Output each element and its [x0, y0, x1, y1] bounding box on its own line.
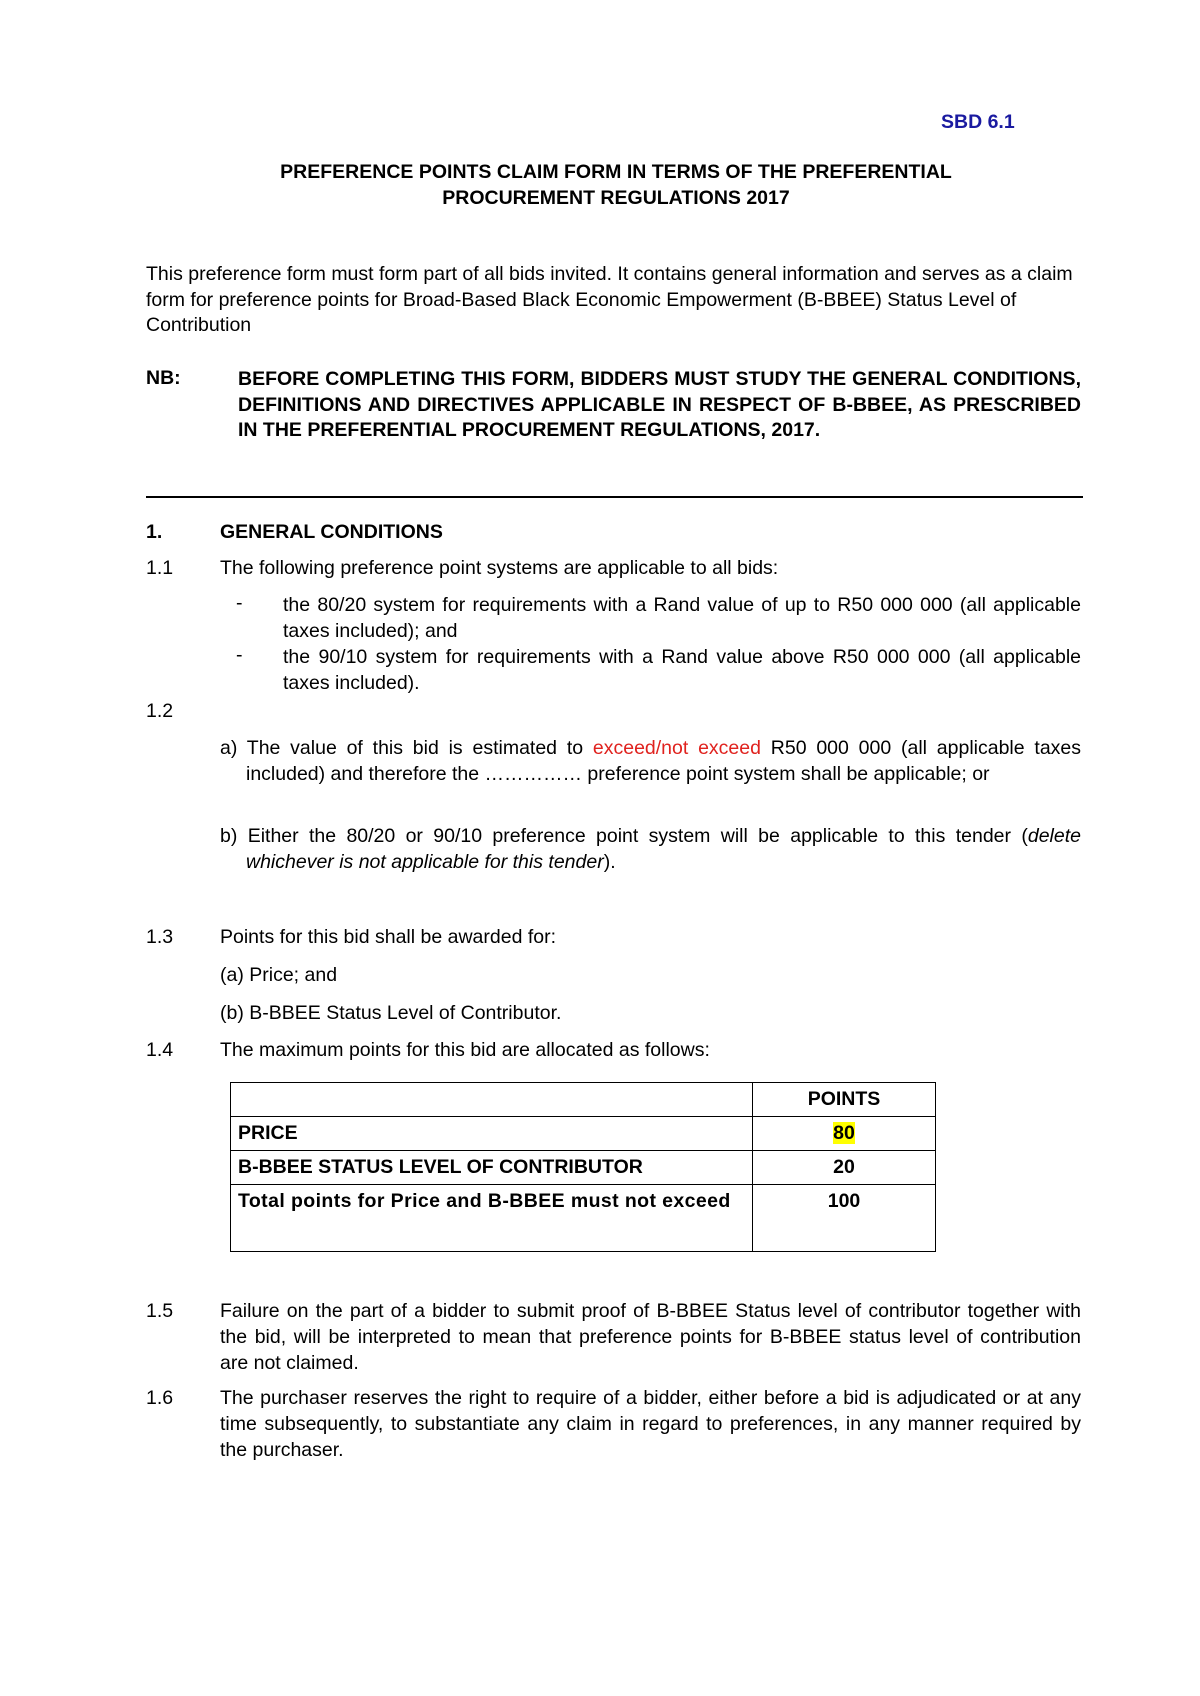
- bullet-dash: -: [236, 644, 243, 666]
- clause-number-1-1: 1.1: [146, 557, 174, 579]
- points-column-header: POINTS: [753, 1083, 936, 1117]
- table-header-row: [231, 1083, 936, 1117]
- clause-number-1-3: 1.3: [146, 926, 174, 948]
- bbbee-points-value: 20: [753, 1151, 936, 1185]
- table-row: [231, 1151, 936, 1185]
- bullet-dash: -: [236, 592, 243, 614]
- clause-1-6-text: The purchaser reserves the right to require of a bidder, either before a bid is adjudicated or at any time subsequently, to substantiate any claim in regard to preferences, in any manner required by the purchaser.: [220, 1387, 1081, 1461]
- clause-1-2-a-pre: a) The value of this bid is estimated to: [220, 737, 593, 759]
- points-table: [230, 1082, 936, 1252]
- clause-number-1-5: 1.5: [146, 1300, 174, 1322]
- clause-number-1-4: 1.4: [146, 1039, 174, 1061]
- nb-notice: BEFORE COMPLETING THIS FORM, BIDDERS MUST STUDY THE GENERAL CONDITIONS, DEFINITIONS AND DIRECTIVES APPLICABLE IN RESPECT OF B-BBEE, AS PRESCRIBED IN THE PREFERENTIAL PROCUREMENT REGULATIONS, 2017.: [238, 368, 1081, 441]
- form-title-line1: PREFERENCE POINTS CLAIM FORM IN TERMS OF THE PREFERENTIAL: [280, 161, 952, 183]
- price-points-value: 80: [833, 1122, 855, 1144]
- bullet-80-20-system: the 80/20 system for requirements with a Rand value of up to R50 000 000 (all applicable taxes included); and: [283, 594, 1081, 642]
- clause-1-3-text: Points for this bid shall be awarded for:: [220, 926, 557, 948]
- table-row: [231, 1185, 936, 1252]
- clause-number-1-2: 1.2: [146, 700, 174, 722]
- section-number: 1.: [146, 521, 163, 543]
- section-heading: GENERAL CONDITIONS: [220, 521, 443, 543]
- bullet-90-10-system: the 90/10 system for requirements with a Rand value above R50 000 000 (all applicable taxes included).: [283, 646, 1081, 694]
- form-code: SBD 6.1: [941, 111, 1015, 133]
- table-row: [231, 1117, 936, 1151]
- exceed-not-exceed-text: exceed/not exceed: [592, 737, 761, 759]
- clause-1-2-b-italic: delete whichever is not applicable for this tender: [246, 825, 1081, 873]
- bbbee-label: B-BBEE STATUS LEVEL OF CONTRIBUTOR: [231, 1151, 753, 1185]
- clause-1-2-b-pre: b) Either the 80/20 or 90/10 preference point system will be applicable to this tender (: [220, 825, 1028, 847]
- clause-1-2-a: [220, 735, 1081, 787]
- section-divider: [146, 496, 1083, 498]
- clause-1-5-text: Failure on the part of a bidder to submit proof of B-BBEE Status level of contributor together with the bid, will be interpreted to mean that preference points for B-BBEE status level of contribution are not claimed.: [220, 1300, 1081, 1374]
- nb-label: NB:: [146, 367, 181, 389]
- clause-1-2-b-post: ).: [603, 851, 616, 873]
- clause-1-3-b: (b) B-BBEE Status Level of Contributor.: [220, 1002, 562, 1024]
- table-header-blank: [231, 1083, 753, 1117]
- clause-1-1-text: The following preference point systems are applicable to all bids:: [220, 557, 779, 579]
- form-title-line2: PROCUREMENT REGULATIONS 2017: [442, 187, 790, 209]
- intro-paragraph: This preference form must form part of all bids invited. It contains general information and serves as a claim form for preference points for Broad-Based Black Economic Empowerment (B-BBEE) Status Level of Contribution: [146, 263, 1073, 336]
- clause-1-2-b: [220, 823, 1081, 875]
- clause-1-3-a: (a) Price; and: [220, 964, 338, 986]
- clause-1-4-text: The maximum points for this bid are allocated as follows:: [220, 1039, 710, 1061]
- total-label: Total points for Price and B-BBEE must not exceed: [231, 1185, 753, 1252]
- price-label: PRICE: [231, 1117, 753, 1151]
- clause-number-1-6: 1.6: [146, 1387, 174, 1409]
- clause-1-2-a-post: R50 000 000 (all applicable taxes included) and therefore the …………… preference point system shall be applicable; or: [246, 737, 1082, 785]
- total-points-value: 100: [753, 1185, 936, 1252]
